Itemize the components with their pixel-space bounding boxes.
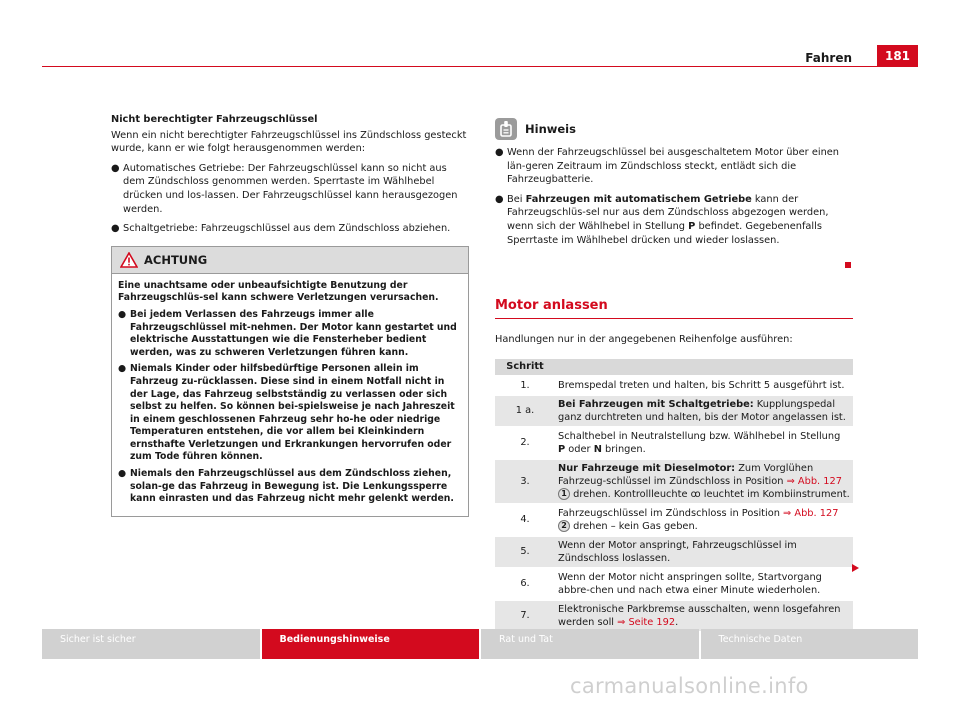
list-item: ● Wenn der Fahrzeugschlüssel bei ausgeschaltetem Motor über einen län-geren Zeitraum im Zündschloss steckt, entlädt sich die Fahrzeugbatterie.: [495, 147, 840, 186]
warning-header: [112, 247, 468, 274]
section-title: Motor anlassen: [495, 298, 853, 319]
table-row: 1. Bremspedal treten und halten, bis Schritt 5 ausgeführt ist.: [520, 379, 845, 391]
section-end-marker: [845, 262, 851, 268]
figure-link[interactable]: ⇒ Abb. 127: [786, 475, 842, 487]
page-link[interactable]: ⇒ Seite 192: [617, 616, 676, 628]
table-row: 6. Wenn der Motor nicht anspringen sollte, Startvorgang abbre-chen und nach etwa einer Minute wiederholen.: [520, 571, 822, 596]
position-2-icon: 2: [558, 520, 570, 532]
page-title: Fahren: [805, 51, 852, 65]
list-item: ● Bei Fahrzeugen mit automatischem Getriebe kann der Fahrzeugschlüs-sel nur aus dem Zündschloss abgezogen werden, wenn sich der Wählhebel in Stellung P befindet. Gegebenenfalls Sperrtaste im Wählhebel drücken und wieder loslassen.: [495, 193, 829, 246]
warning-box: [111, 246, 469, 517]
list-item: ● Schaltgetriebe: Fahrzeugschlüssel aus dem Zündschloss abziehen.: [111, 223, 451, 235]
table-row: 4. Fahrzeugschlüssel im Zündschloss in Position ⇒ Abb. 127 2 drehen – kein Gas geben.: [520, 507, 839, 532]
section-heading: Nicht berechtigter Fahrzeugschlüssel: [111, 114, 318, 125]
footer-tab-rat[interactable]: Rat und Tat: [481, 629, 699, 659]
warning-title: ACHTUNG: [144, 252, 208, 267]
info-icon: [495, 118, 517, 140]
list-item: ● Niemals den Fahrzeugschlüssel aus dem Zündschloss ziehen, solan-ge das Fahrzeug in Bewegung ist. Die Lenkungssperre kann einrasten und das Fahrzeug nicht mehr gelenkt werden.: [118, 468, 454, 505]
continue-arrow-icon: [852, 564, 859, 572]
footer-tab-sicher[interactable]: Sicher ist sicher: [42, 629, 260, 659]
note-header: [495, 118, 853, 140]
watermark: carmanualsonline.info: [570, 674, 809, 698]
table-row: 3. Nur Fahrzeuge mit Dieselmotor: Zum Vorglühen Fahrzeug-schlüssel im Zündschloss in Position ⇒ Abb. 127 1 drehen. Kontrollleuchte ꝏ leuchtet im Kombiinstrument.: [495, 460, 853, 503]
warning-lead: Eine unachtsame oder unbeaufsichtigte Benutzung der Fahrzeugschlüs-sel kann schwere Verletzungen verursachen.: [118, 279, 439, 304]
column-header-step: Schritt: [495, 359, 555, 375]
figure-link[interactable]: ⇒ Abb. 127: [783, 507, 839, 519]
table-header-row: [495, 359, 853, 375]
section-intro: Handlungen nur in der angegebenen Reihenfolge ausführen:: [495, 334, 793, 346]
table-row: 5. Wenn der Motor anspringt, Fahrzeugschlüssel im Zündschloss loslassen.: [495, 537, 853, 567]
bullet-icon: ●: [118, 363, 127, 375]
page-number: 181: [877, 45, 918, 67]
left-column: [111, 113, 469, 517]
table-row: 2. Schalthebel in Neutralstellung bzw. Wählhebel in Stellung P oder N bringen.: [520, 430, 841, 455]
bullet-icon: ●: [111, 162, 120, 174]
footer-tab-bedienung[interactable]: Bedienungshinweise: [262, 629, 480, 659]
right-column: [495, 118, 853, 633]
bullet-icon: ●: [495, 193, 504, 205]
warning-triangle-icon: [120, 252, 138, 268]
header-divider: [42, 66, 918, 67]
table-row: 7. Elektronische Parkbremse ausschalten, wenn losgefahren werden soll ⇒ Seite 192.: [495, 601, 853, 631]
note-title: Hinweis: [525, 122, 576, 136]
bullet-icon: ●: [495, 147, 504, 158]
list-item: ● Automatisches Getriebe: Der Fahrzeugschlüssel kann so nicht aus dem Zündschloss genommen werden. Sperrtaste im Wählhebel drücken und los-lassen. Der Fahrzeugschlüssel kann herausgezogen werden.: [111, 162, 458, 215]
list-item: ● Niemals Kinder oder hilfsbedürftige Personen allein im Fahrzeug zu-rücklassen. Diese sind in einem Notfall nicht in der Lage, das Fahrzeug selbstständig zu verlassen oder sich selbst zu helfen. So können bei-spielsweise je nach Jahreszeit in einem geschlossenen Fahrzeug sehr ho-he oder niedrige Temperaturen entstehen, die vor allem bei Kleinkindern ernsthafte Verletzungen und Erkrankungen hervorrufen oder zum Tode führen können.: [118, 363, 455, 463]
table-row: 1 a. Bei Fahrzeugen mit Schaltgetriebe: Kupplungspedal ganz durchtreten und halten, bis der Motor angelassen ist.: [495, 396, 853, 426]
glow-plug-icon: ꝏ: [690, 488, 701, 500]
warning-body: [112, 274, 468, 516]
bullet-icon: ●: [111, 223, 120, 235]
bullet-icon: ●: [118, 308, 127, 320]
footer-nav: [42, 629, 918, 659]
footer-tab-technik[interactable]: Technische Daten: [701, 629, 919, 659]
list-item: ● Bei jedem Verlassen des Fahrzeugs immer alle Fahrzeugschlüssel mit-nehmen. Der Motor kann gestartet und elektrische Ausstattungen wie die Fensterheber bedient werden, was zu schweren Verletzungen führen kann.: [118, 308, 457, 358]
intro-paragraph: Wenn ein nicht berechtigter Fahrzeugschlüssel ins Zündschloss gesteckt wurde, kann er wie folgt herausgenommen werden:: [111, 129, 467, 155]
position-1-icon: 1: [558, 488, 570, 500]
bullet-icon: ●: [118, 468, 127, 480]
steps-table: [495, 357, 853, 633]
